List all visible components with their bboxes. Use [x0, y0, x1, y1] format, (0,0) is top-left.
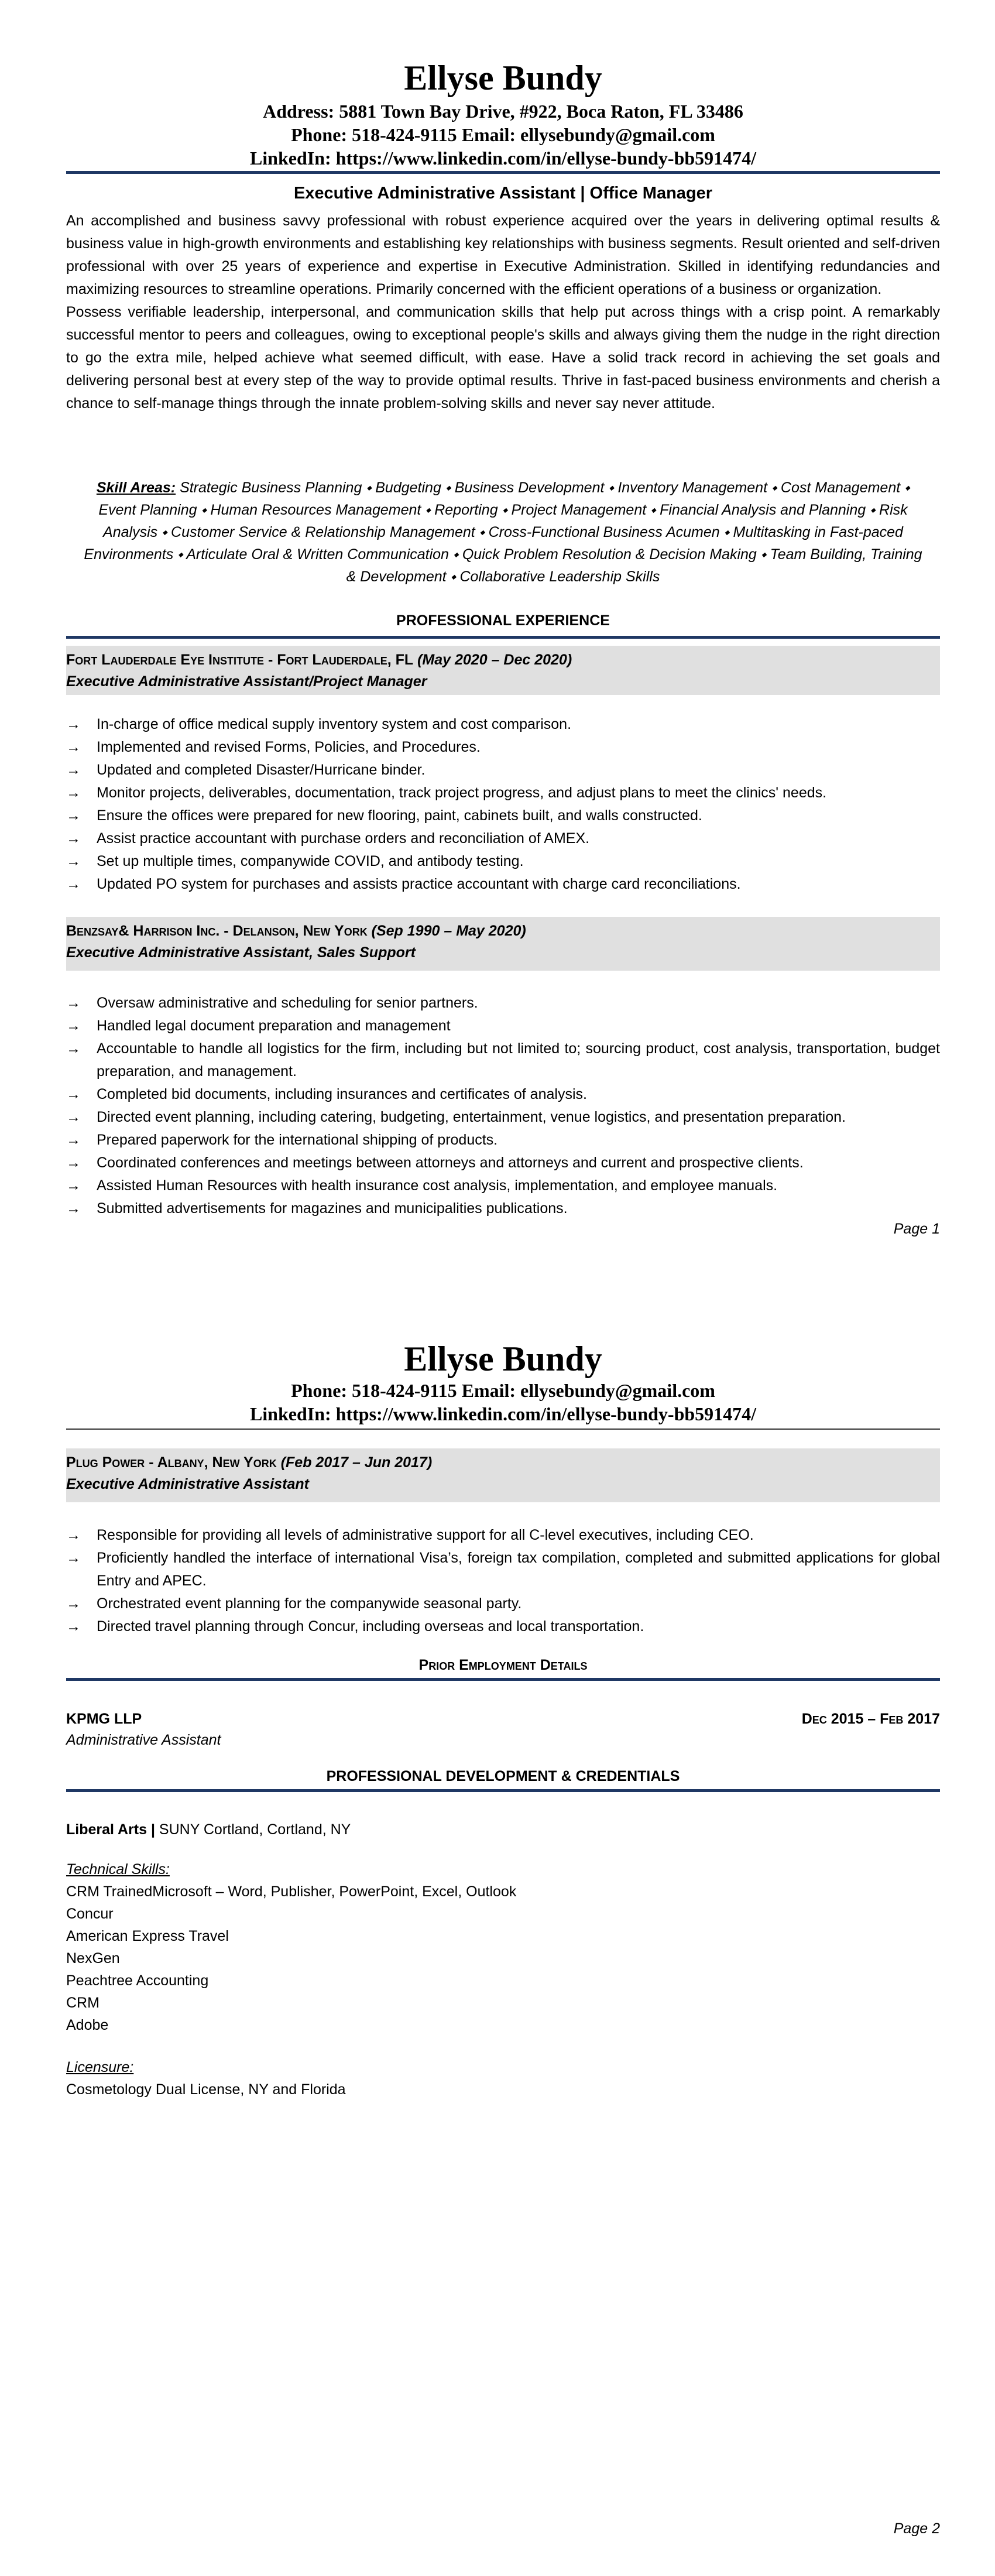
- arrow-icon: →: [66, 1550, 81, 1566]
- list-item: → Updated and completed Disaster/Hurricane binder.: [66, 759, 940, 782]
- arrow-icon: →: [66, 1618, 81, 1635]
- section-heading-credentials: PROFESSIONAL DEVELOPMENT & CREDENTIALS: [326, 1768, 680, 1784]
- skill-areas: [66, 477, 940, 588]
- arrow-icon: →: [66, 716, 81, 732]
- arrow-icon: →: [66, 1040, 81, 1057]
- arrow-icon: →: [66, 1595, 81, 1612]
- technical-skills: [66, 1858, 940, 2036]
- resume-name: Ellyse Bundy: [404, 59, 602, 97]
- page-number: Page 2: [893, 2520, 940, 2537]
- licensure: [66, 2056, 940, 2101]
- arrow-icon: →: [66, 1086, 81, 1102]
- skill-areas-list: Strategic Business Planning ⬩ Budgeting ⬩ Business Development ⬩ Inventory Management ⬩ Cost Management ⬩ Event Planning ⬩ Human Resources Management ⬩ Reporting ⬩ Project Management ⬩ Financial Analysis and Planning ⬩ Risk Analysis ⬩ Customer Service & Relationship Management ⬩ Cross-Functional Business Acumen ⬩ Multitasking in Fast-paced Environments ⬩ Articulate Oral & Written Communication ⬩ Quick Problem Resolution & Decision Making ⬩ Team Building, Training & Development ⬩ Collaborative Leadership Skills: [84, 479, 922, 585]
- linkedin-url: LinkedIn: https://www.linkedin.com/in/ellyse-bundy-bb591474/: [249, 148, 757, 169]
- resume-name: Ellyse Bundy: [404, 1340, 602, 1378]
- job-header: [66, 1448, 940, 1502]
- job-header: [66, 917, 940, 971]
- arrow-icon: →: [66, 762, 81, 778]
- section-heading-prior-employment: Prior Employment Details: [418, 1657, 588, 1673]
- job-role: Executive Administrative Assistant/Project Manager: [66, 673, 427, 690]
- phone-email: Phone: 518-424-9115 Email: ellysebundy@gmail.com: [291, 1380, 715, 1401]
- list-item: → Assist practice accountant with purchase orders and reconciliation of AMEX.: [66, 827, 940, 850]
- technical-skills-label: Technical Skills:: [66, 1861, 170, 1878]
- arrow-icon: →: [66, 995, 81, 1011]
- arrow-icon: →: [66, 1155, 81, 1171]
- arrow-icon: →: [66, 1527, 81, 1543]
- list-item: CRM TrainedMicrosoft – Word, Publisher, PowerPoint, Excel, Outlook: [66, 1883, 517, 1900]
- list-item: → Monitor projects, deliverables, documentation, track project progress, and adjust plans to meet the clinics' needs.: [66, 782, 940, 804]
- job-dates: (Sep 1990 – May 2020): [371, 923, 526, 939]
- section-heading-experience: PROFESSIONAL EXPERIENCE: [396, 612, 610, 629]
- job-company: Benzsay& Harrison Inc. - Delanson, New York: [66, 923, 368, 939]
- list-item: → Directed travel planning through Concur, including overseas and local transportation.: [66, 1615, 940, 1638]
- prior-role: Administrative Assistant: [66, 1732, 221, 1748]
- list-item: → Prepared paperwork for the international shipping of products.: [66, 1129, 940, 1152]
- address: Address: 5881 Town Bay Drive, #922, Boca Raton, FL 33486: [263, 101, 743, 122]
- arrow-icon: →: [66, 876, 81, 892]
- list-item: NexGen: [66, 1950, 120, 1967]
- list-item: Adobe: [66, 2017, 109, 2033]
- header-divider: [66, 1429, 940, 1430]
- summary: [66, 210, 940, 415]
- job-company: Plug Power - Albany, New York: [66, 1454, 277, 1471]
- education-school: SUNY Cortland, Cortland, NY: [159, 1821, 351, 1838]
- job-dates: (May 2020 – Dec 2020): [417, 652, 572, 668]
- arrow-icon: →: [66, 1132, 81, 1148]
- job-company: Fort Lauderdale Eye Institute - Fort Lauderdale, FL: [66, 652, 414, 668]
- job-role: Executive Administrative Assistant, Sales Support: [66, 944, 416, 961]
- arrow-icon: →: [66, 853, 81, 869]
- list-item: → Proficiently handled the interface of international Visa’s, foreign tax compilation, completed and submitted applications for global Entry and APEC.: [66, 1547, 940, 1592]
- list-item: → Set up multiple times, companywide COVID, and antibody testing.: [66, 850, 940, 873]
- list-item: American Express Travel: [66, 1928, 229, 1944]
- list-item: Peachtree Accounting: [66, 1972, 209, 1989]
- arrow-icon: →: [66, 1109, 81, 1125]
- phone-email: Phone: 518-424-9115 Email: ellysebundy@gmail.com: [291, 124, 715, 145]
- arrow-icon: →: [66, 785, 81, 801]
- page-number: Page 1: [893, 1221, 940, 1237]
- section-divider: [66, 1789, 940, 1792]
- arrow-icon: →: [66, 1018, 81, 1034]
- list-item: → Submitted advertisements for magazines and municipalities publications.: [66, 1197, 940, 1220]
- list-item: → Orchestrated event planning for the companywide seasonal party.: [66, 1592, 940, 1615]
- licensure-value: Cosmetology Dual License, NY and Florida: [66, 2081, 346, 2098]
- job-bullets: [66, 992, 940, 1220]
- list-item: CRM: [66, 1995, 100, 2011]
- headline: Executive Administrative Assistant | Office Manager: [293, 184, 713, 203]
- licensure-label: Licensure:: [66, 2059, 134, 2075]
- list-item: → In-charge of office medical supply inventory system and cost comparison.: [66, 713, 940, 736]
- list-item: → Accountable to handle all logistics for the firm, including but not limited to; sourcing product, cost analysis, transportation, budget preparation, and management.: [66, 1037, 940, 1083]
- linkedin-url: LinkedIn: https://www.linkedin.com/in/ellyse-bundy-bb591474/: [249, 1403, 757, 1424]
- section-divider: [66, 636, 940, 639]
- list-item: → Completed bid documents, including insurances and certificates of analysis.: [66, 1083, 940, 1106]
- job-bullets: [66, 713, 940, 896]
- header-divider: [66, 171, 940, 174]
- list-item: → Responsible for providing all levels of administrative support for all C-level executives, including CEO.: [66, 1524, 940, 1547]
- summary-paragraph: Possess verifiable leadership, interpersonal, and communication skills that help put across things with a crisp point. A remarkably successful mentor to peers and colleagues, owing to exceptional people's skills and always giving them the nudge in the right direction to go the extra mile, helped achieve what seemed difficult, with ease. Have a solid track record in achieving the set goals and delivering personal best at every step of the way to provide optimal results. Thrive in fast-paced business environments and cherish a chance to self-manage things through the innate problem-solving skills and never say never attitude.: [66, 304, 940, 412]
- arrow-icon: →: [66, 739, 81, 755]
- section-divider: [66, 1678, 940, 1681]
- list-item: → Handled legal document preparation and management: [66, 1015, 940, 1037]
- summary-paragraph: An accomplished and business savvy professional with robust experience acquired over the years in delivering optimal results & business value in high-growth environments and establishing key relationships with business segments. Result oriented and self-driven professional with over 25 years of experience and expertise in Executive Administration. Skilled in identifying redundancies and maximizing resources to streamline operations. Primarily concerned with the efficient operations of a business or organization.: [66, 213, 940, 297]
- education-separator: |: [147, 1821, 159, 1838]
- arrow-icon: →: [66, 1200, 81, 1217]
- prior-job: [66, 1708, 940, 1751]
- arrow-icon: →: [66, 807, 81, 824]
- list-item: → Implemented and revised Forms, Policies, and Procedures.: [66, 736, 940, 759]
- list-item: → Directed event planning, including catering, budgeting, entertainment, venue logistics, and presentation preparation.: [66, 1106, 940, 1129]
- job-dates: (Feb 2017 – Jun 2017): [280, 1454, 433, 1471]
- education-degree: Liberal Arts: [66, 1821, 147, 1838]
- job-role: Executive Administrative Assistant: [66, 1476, 309, 1492]
- arrow-icon: →: [66, 830, 81, 847]
- skill-areas-label: Skill Areas:: [96, 479, 176, 496]
- job-bullets: [66, 1524, 940, 1638]
- education: [66, 1818, 940, 1841]
- list-item: → Updated PO system for purchases and assists practice accountant with charge card reconciliations.: [66, 873, 940, 896]
- list-item: → Assisted Human Resources with health insurance cost analysis, implementation, and employee manuals.: [66, 1174, 940, 1197]
- arrow-icon: →: [66, 1177, 81, 1194]
- list-item: → Coordinated conferences and meetings between attorneys and attorneys and current and prospective clients.: [66, 1152, 940, 1174]
- list-item: → Oversaw administrative and scheduling for senior partners.: [66, 992, 940, 1015]
- list-item: → Ensure the offices were prepared for new flooring, paint, cabinets built, and walls constructed.: [66, 804, 940, 827]
- prior-dates: Dec 2015 – Feb 2017: [801, 1711, 940, 1727]
- job-header: [66, 646, 940, 695]
- list-item: Concur: [66, 1906, 114, 1922]
- prior-company: KPMG LLP: [66, 1711, 142, 1727]
